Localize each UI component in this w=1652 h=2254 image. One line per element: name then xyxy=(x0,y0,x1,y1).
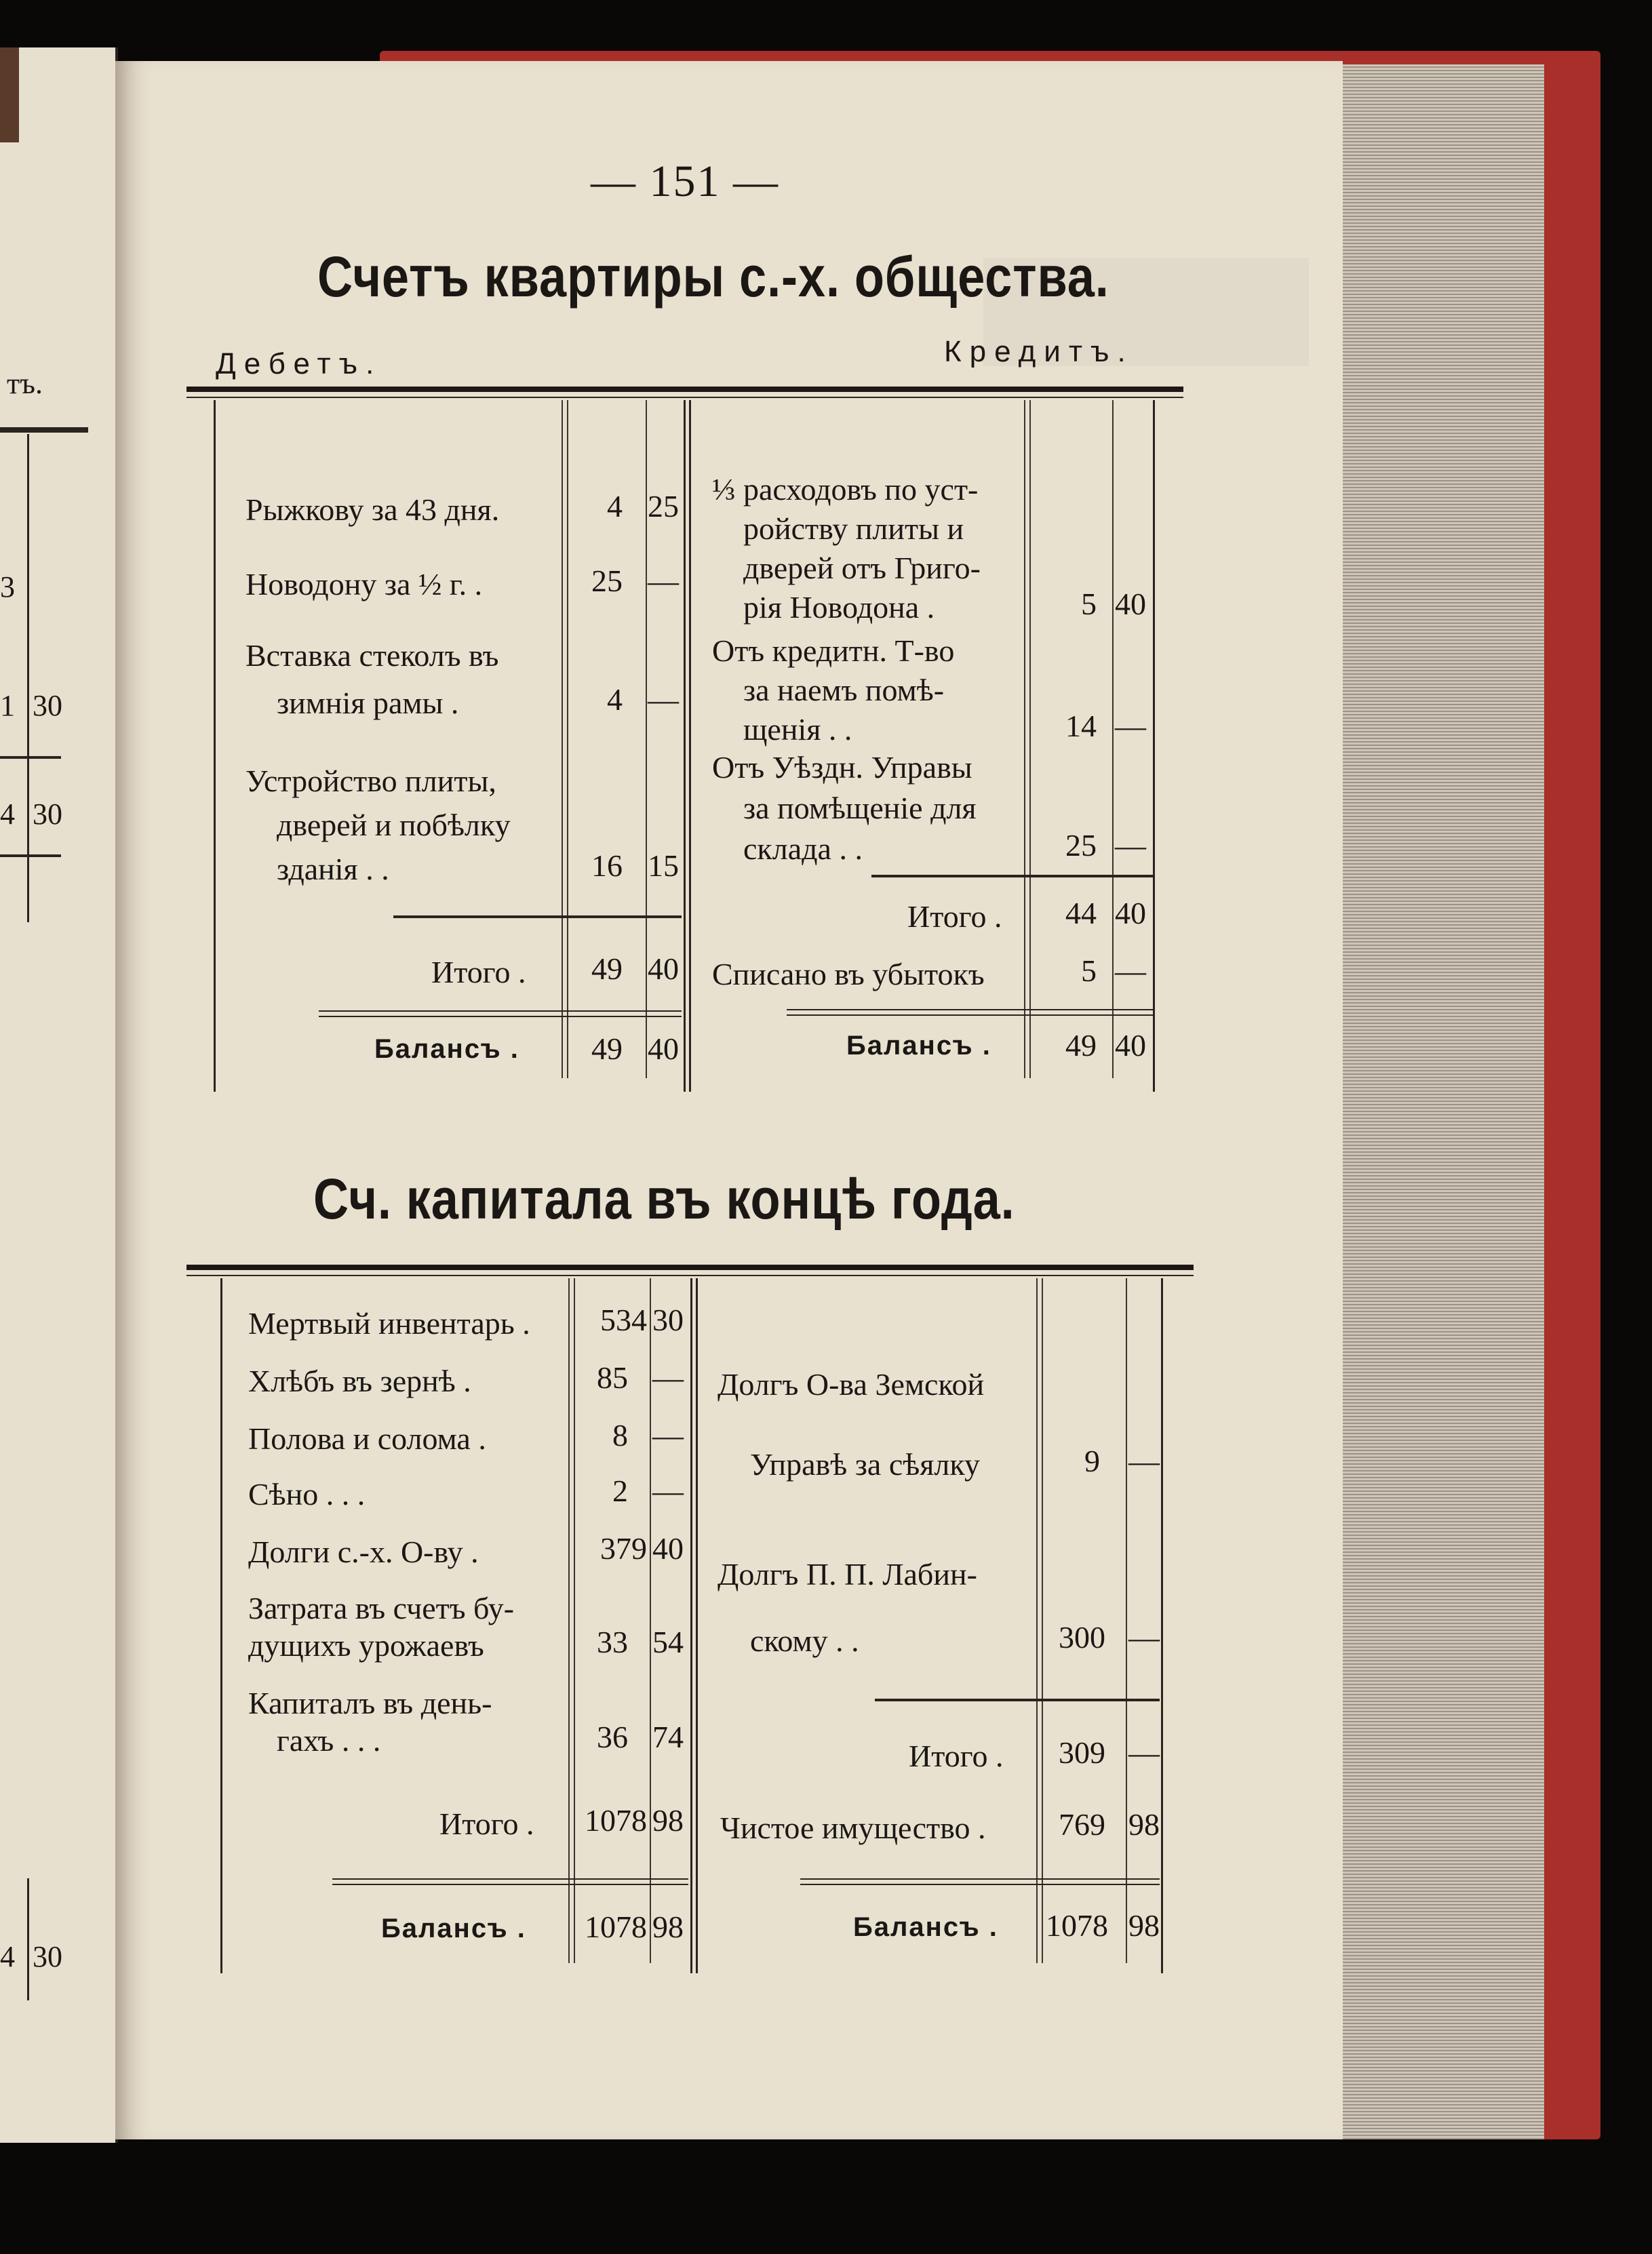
debet-row-frac: — xyxy=(652,1360,684,1395)
debet-row-int: 4 xyxy=(607,489,623,523)
kredit-balance-frac: 98 xyxy=(1128,1908,1160,1943)
debet-balance-frac: 98 xyxy=(652,1910,684,1944)
section2-title: Сч. капитала въ концѣ года. xyxy=(313,1167,1015,1231)
debet-row-int: 379 xyxy=(600,1531,647,1566)
kredit-writeoff-frac: — xyxy=(1115,953,1146,988)
left-rule xyxy=(0,854,61,857)
debet-double-rule xyxy=(319,1010,682,1017)
debet-row-label: зданія . . xyxy=(277,852,389,886)
debet-row-label: Устройство плиты, xyxy=(245,764,496,798)
kredit-double-rule xyxy=(800,1878,1160,1885)
debet-row-label: Полова и солома . xyxy=(248,1421,486,1456)
section2-center-line xyxy=(696,1278,698,1973)
debet-total-int: 49 xyxy=(591,951,623,986)
section1-col-line xyxy=(1112,400,1114,1078)
section1-title: Счетъ квартиры с.-х. общества. xyxy=(317,245,1109,309)
debet-total-label: Итого . xyxy=(431,955,526,989)
debet-row-frac: 15 xyxy=(648,848,679,883)
kredit-row-int: 25 xyxy=(1065,828,1097,863)
kredit-row-frac: — xyxy=(1128,1620,1160,1655)
kredit-row-label: ⅓ расходовъ по уст- xyxy=(712,472,979,507)
kredit-net-int: 769 xyxy=(1059,1807,1105,1842)
section2-col-line xyxy=(650,1278,651,1963)
section2-col-line xyxy=(1036,1278,1038,1963)
section1-col-line xyxy=(646,400,647,1078)
debet-row-label: зимнія рамы . xyxy=(277,686,459,720)
left-number: 4 xyxy=(0,797,15,831)
section2-col-line xyxy=(1042,1278,1043,1963)
kredit-balance-int: 49 xyxy=(1065,1028,1097,1063)
debet-row-frac: — xyxy=(652,1418,684,1452)
section1-col-line xyxy=(1024,400,1025,1078)
section1-center-line xyxy=(689,400,691,1092)
debet-row-label: гахъ . . . xyxy=(277,1723,381,1758)
kredit-balance-label: Балансъ . xyxy=(846,1031,991,1061)
debet-row-frac: 54 xyxy=(652,1625,684,1659)
section1-outer-left-line xyxy=(214,400,216,1092)
section2-top-rule-thin xyxy=(186,1275,1194,1276)
page-edges xyxy=(1339,64,1544,2139)
kredit-total-frac: — xyxy=(1128,1735,1160,1770)
debet-row-label: Новодону за ½ г. . xyxy=(245,567,483,601)
section1-top-rule xyxy=(186,387,1183,392)
debet-total-label: Итого . xyxy=(439,1806,534,1841)
kredit-row-label: ройству плиты и xyxy=(743,511,964,546)
kredit-row-label: Долгъ О-ва Земской xyxy=(717,1367,985,1402)
kredit-total-label: Итого . xyxy=(907,899,1002,934)
debet-row-int: 85 xyxy=(597,1360,628,1395)
debet-row-int: 36 xyxy=(597,1720,628,1754)
debet-total-frac: 98 xyxy=(652,1803,684,1838)
debet-sum-rule xyxy=(393,915,682,918)
kredit-row-frac: — xyxy=(1115,709,1146,743)
left-number: 1 xyxy=(0,689,15,722)
debet-row-frac: 40 xyxy=(652,1531,684,1566)
debet-row-frac: — xyxy=(648,564,679,598)
debet-double-rule xyxy=(332,1878,688,1885)
debet-total-frac: 40 xyxy=(648,951,679,986)
debet-row-label: дущихъ урожаевъ xyxy=(248,1628,484,1663)
debet-row-label: Хлѣбъ въ зернѣ . xyxy=(248,1364,471,1398)
kredit-row-label: скому . . xyxy=(750,1623,859,1658)
left-number: 3 xyxy=(0,570,15,604)
left-page-header: тъ. xyxy=(7,367,43,400)
section2-col-line xyxy=(568,1278,570,1963)
debet-row-frac: — xyxy=(648,682,679,717)
debet-row-label: Вставка стеколъ въ xyxy=(245,638,499,673)
kredit-row-label: рія Новодона . xyxy=(743,590,935,625)
kredit-row-frac: — xyxy=(1128,1444,1160,1478)
kredit-balance-label: Балансъ . xyxy=(853,1912,998,1942)
debet-row-label: Сѣно . . . xyxy=(248,1477,366,1511)
left-vline xyxy=(27,1878,29,2000)
kredit-balance-int: 1078 xyxy=(1046,1908,1108,1943)
debet-row-int: 4 xyxy=(607,682,623,717)
debet-balance-frac: 40 xyxy=(648,1031,679,1066)
kredit-row-int: 5 xyxy=(1081,587,1097,621)
kredit-double-rule xyxy=(787,1009,1153,1016)
kredit-row-label: за помѣщеніе для xyxy=(743,791,977,825)
debet-row-label: Рыжкову за 43 дня. xyxy=(245,492,500,527)
debet-row-label: дверей и побѣлку xyxy=(277,808,511,842)
spine-cord xyxy=(0,47,19,142)
section1-top-rule-thin xyxy=(186,397,1183,398)
kredit-row-int: 9 xyxy=(1084,1444,1100,1478)
section2-outer-left-line xyxy=(220,1278,222,1973)
debet-row-label: Капиталъ въ день- xyxy=(248,1686,492,1720)
kredit-sum-rule xyxy=(871,875,1153,877)
page-number: — 151 — xyxy=(591,157,779,206)
debet-balance-int: 1078 xyxy=(585,1910,647,1944)
debet-row-label: Долги с.-х. О-ву . xyxy=(248,1535,479,1569)
left-number: 4 xyxy=(0,1940,15,1973)
section1-col-line xyxy=(562,400,563,1078)
kredit-row-label: дверей отъ Григо- xyxy=(743,551,981,585)
kredit-total-int: 309 xyxy=(1059,1735,1105,1770)
section1-outer-right-line xyxy=(1153,400,1155,1092)
left-number: 30 xyxy=(33,689,62,722)
debet-row-frac: 74 xyxy=(652,1720,684,1754)
left-rule xyxy=(0,756,61,759)
left-vline xyxy=(27,434,29,922)
kredit-row-label: склада . . xyxy=(743,831,863,866)
section1-col-line xyxy=(1029,400,1031,1078)
debet-row-frac: — xyxy=(652,1474,684,1508)
debet-row-int: 33 xyxy=(597,1625,628,1659)
debet-label: Дебетъ. xyxy=(216,347,382,380)
kredit-row-frac: 40 xyxy=(1115,587,1146,621)
debet-row-int: 16 xyxy=(591,848,623,883)
kredit-row-int: 300 xyxy=(1059,1620,1105,1655)
section1-col-line xyxy=(567,400,568,1078)
kredit-writeoff-label: Списано въ убытокъ xyxy=(712,957,985,991)
kredit-balance-frac: 40 xyxy=(1115,1028,1146,1063)
debet-row-int: 25 xyxy=(591,564,623,598)
debet-balance-int: 49 xyxy=(591,1031,623,1066)
debet-row-frac: 25 xyxy=(648,489,679,523)
kredit-row-label: Отъ кредитн. Т-во xyxy=(712,633,955,668)
left-page xyxy=(0,47,118,2143)
kredit-row-label: за наемъ помѣ- xyxy=(743,673,945,707)
section2-col-line xyxy=(1126,1278,1127,1963)
kredit-row-frac: — xyxy=(1115,828,1146,863)
kredit-total-int: 44 xyxy=(1065,896,1097,930)
debet-balance-label: Балансъ . xyxy=(374,1034,519,1064)
kredit-row-label: Управѣ за сѣялку xyxy=(750,1447,981,1482)
debet-row-label: Мертвый инвентарь . xyxy=(248,1306,530,1341)
kredit-net-frac: 98 xyxy=(1128,1807,1160,1842)
kredit-total-label: Итого . xyxy=(909,1739,1004,1773)
section2-top-rule xyxy=(186,1265,1194,1270)
debet-row-label: Затрата въ счетъ бу- xyxy=(248,1591,515,1625)
kredit-writeoff-int: 5 xyxy=(1081,953,1097,988)
kredit-total-frac: 40 xyxy=(1115,896,1146,930)
debet-row-int: 8 xyxy=(612,1418,628,1452)
debet-row-int: 2 xyxy=(612,1474,628,1508)
left-rule xyxy=(0,427,88,433)
section2-center-line xyxy=(690,1278,692,1973)
kredit-row-label: Отъ Уѣздн. Управы xyxy=(712,750,972,785)
debet-total-int: 1078 xyxy=(585,1803,647,1838)
kredit-net-label: Чистое имущество . xyxy=(720,1811,986,1845)
section2-outer-right-line xyxy=(1161,1278,1163,1973)
kredit-row-int: 14 xyxy=(1065,709,1097,743)
kredit-label: Кредитъ. xyxy=(944,335,1134,368)
kredit-sum-rule xyxy=(875,1699,1160,1701)
left-number: 30 xyxy=(33,1940,62,1973)
section1-center-line xyxy=(684,400,686,1092)
debet-row-int: 534 xyxy=(600,1303,647,1337)
kredit-row-label: щенія . . xyxy=(743,712,852,747)
left-number: 30 xyxy=(33,797,62,831)
debet-row-frac: 30 xyxy=(652,1303,684,1337)
debet-balance-label: Балансъ . xyxy=(381,1914,526,1943)
kredit-row-label: Долгъ П. П. Лабин- xyxy=(717,1557,977,1591)
